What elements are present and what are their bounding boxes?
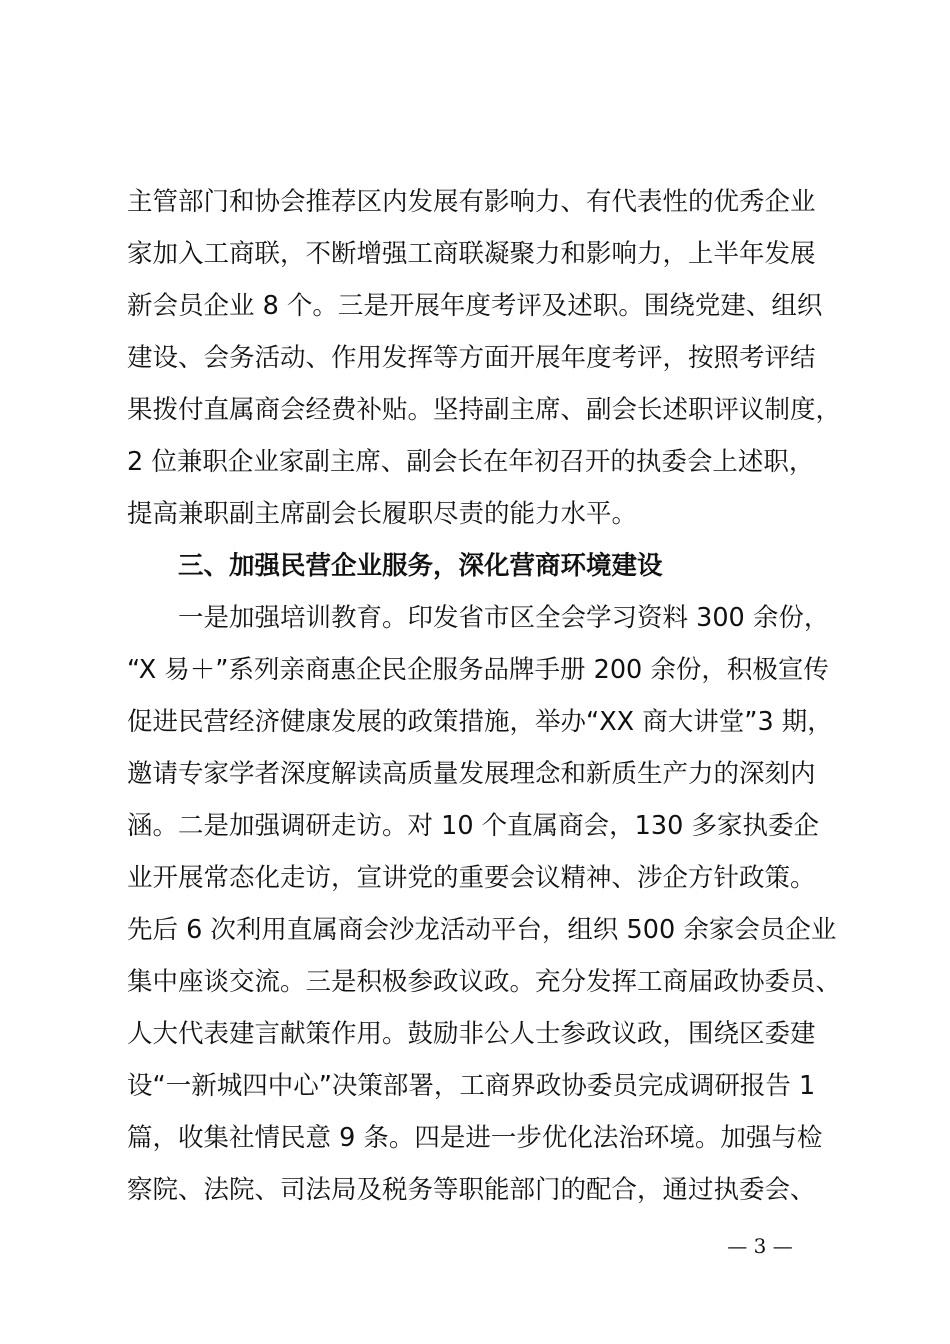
text-line: 主管部门和协会推荐区内发展有影响力、有代表性的优秀企业 — [127, 187, 816, 217]
text-line: 促进民营经济健康发展的政策措施，举办“XX 商大讲堂”3 期， — [127, 707, 833, 737]
document-body — [127, 176, 847, 1216]
text-line: 人大代表建言献策作用。鼓励非公人士参政议政，围绕区委建 — [127, 1019, 816, 1049]
text-line: 果拨付直属商会经费补贴。坚持副主席、副会长述职评议制度， — [127, 395, 842, 425]
text-line: 集中座谈交流。三是积极参政议政。充分发挥工商届政协委员、 — [127, 967, 842, 997]
text-line: 一是加强培训教育。印发省市区全会学习资料 300 余份， — [127, 603, 830, 633]
text-line: 提高兼职副主席副会长履职尽责的能力水平。 — [127, 499, 638, 529]
text-line: 邀请专家学者深度解读高质量发展理念和新质生产力的深刻内 — [127, 759, 816, 789]
text-line: 先后 6 次利用直属商会沙龙活动平台，组织 500 余家会员企业 — [127, 915, 837, 945]
text-line: 建设、会务活动、作用发挥等方面开展年度考评，按照考评结 — [127, 343, 816, 373]
text-line: 设“一新城四中心”决策部署，工商界政协委员完成调研报告 1 — [127, 1071, 816, 1101]
text-line: 篇，收集社情民意 9 条。四是进一步优化法治环境。加强与检 — [127, 1123, 823, 1153]
text-line: 家加入工商联，不断增强工商联凝聚力和影响力，上半年发展 — [127, 239, 816, 269]
section-heading: 三、加强民营企业服务，深化营商环境建设 — [127, 551, 663, 581]
text-line: 业开展常态化走访，宣讲党的重要会议精神、涉企方针政策。 — [127, 863, 816, 893]
page-number: — 3 — — [727, 1234, 793, 1258]
text-line: 察院、法院、司法局及税务等职能部门的配合，通过执委会、 — [127, 1175, 816, 1205]
text-line: 涵。二是加强调研走访。对 10 个直属商会，130 多家执委企 — [127, 811, 819, 841]
text-line: 新会员企业 8 个。三是开展年度考评及述职。围绕党建、组织 — [127, 291, 823, 321]
text-line: 2 位兼职企业家副主席、副会长在年初召开的执委会上述职， — [127, 447, 815, 477]
text-line: “X 易＋”系列亲商惠企民企服务品牌手册 200 余份，积极宣传 — [127, 655, 829, 685]
